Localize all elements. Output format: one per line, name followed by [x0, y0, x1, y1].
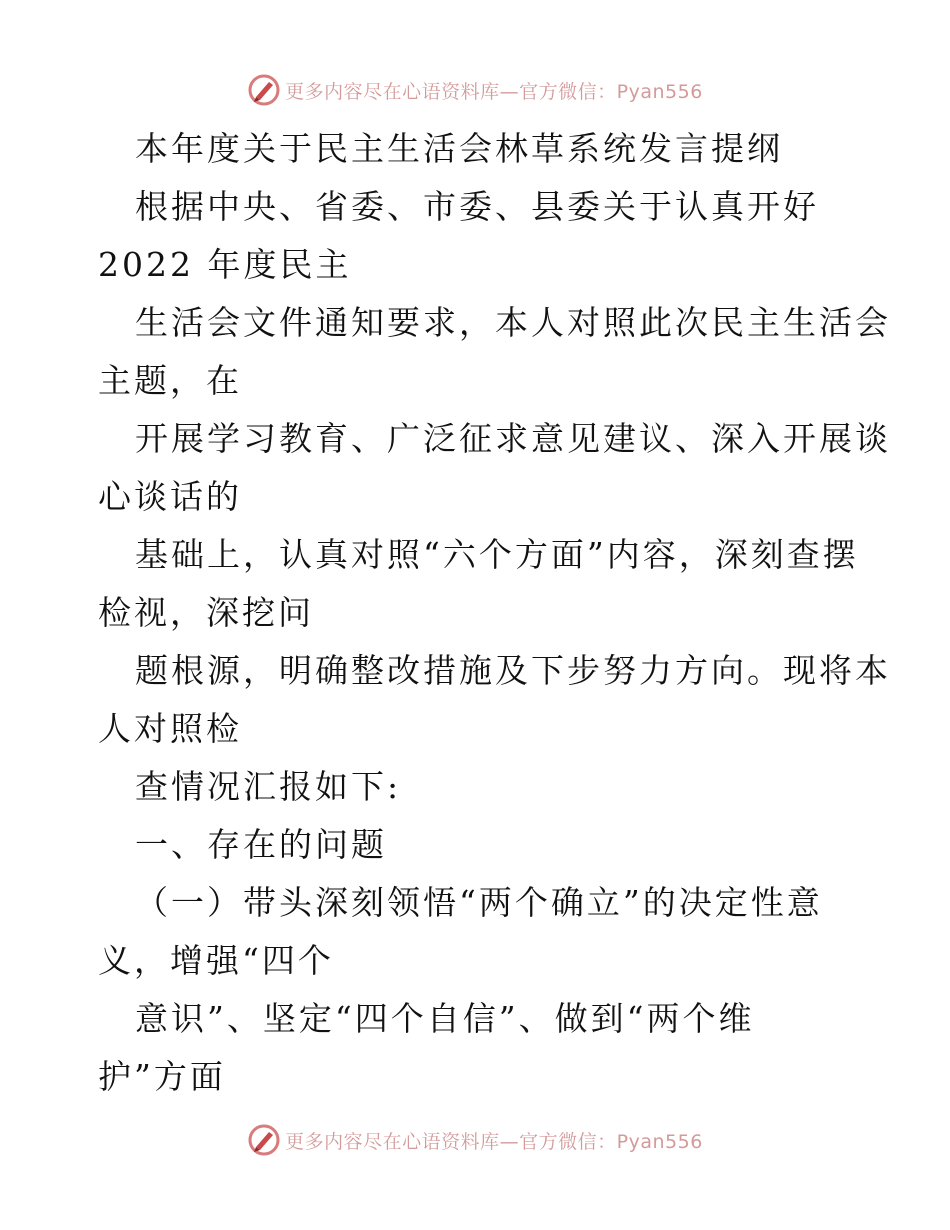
- watermark-banner-bottom: [0, 1120, 950, 1160]
- document-title: 本年度关于民主生活会林草系统发言提纲: [135, 129, 783, 168]
- pen-logo-icon: [247, 73, 281, 107]
- paragraph-line: 生活会文件通知要求，本人对照此次民主生活会: [135, 303, 891, 342]
- paragraph-line: 题根源，明确整改措施及下步努力方向。现将本: [135, 651, 891, 690]
- watermark-text: 更多内容尽在心语资料库—官方微信：Pyan556: [285, 1130, 703, 1153]
- paragraph-line: 查情况汇报如下:: [135, 767, 402, 806]
- paragraph-line: 义，增强“四个: [98, 941, 334, 980]
- paragraph-line: 基础上，认真对照“六个方面”内容，深刻查摆: [135, 535, 859, 574]
- paragraph-line: 根据中央、省委、市委、县委关于认真开好: [135, 187, 819, 226]
- paragraph-line: 开展学习教育、广泛征求意见建议、深入开展谈: [135, 419, 891, 458]
- subsection-heading: （一）带头深刻领悟“两个确立”的决定性意: [135, 883, 823, 922]
- watermark-text: 更多内容尽在心语资料库—官方微信：Pyan556: [285, 80, 703, 103]
- section-heading: 一、存在的问题: [135, 825, 387, 864]
- pen-logo-icon: [247, 1123, 281, 1157]
- paragraph-line: 主题，在: [98, 361, 242, 400]
- paragraph-line: 检视，深挖问: [98, 593, 314, 632]
- paragraph-line: 人对照检: [98, 709, 242, 748]
- document-body: [98, 120, 891, 1106]
- paragraph-line: 心谈话的: [98, 477, 242, 516]
- paragraph-line: 2022 年度民主: [98, 245, 352, 284]
- paragraph-line: 护”方面: [98, 1057, 226, 1096]
- watermark-banner-top: [0, 70, 950, 110]
- paragraph-line: 意识”、坚定“四个自信”、做到“两个维: [135, 999, 755, 1038]
